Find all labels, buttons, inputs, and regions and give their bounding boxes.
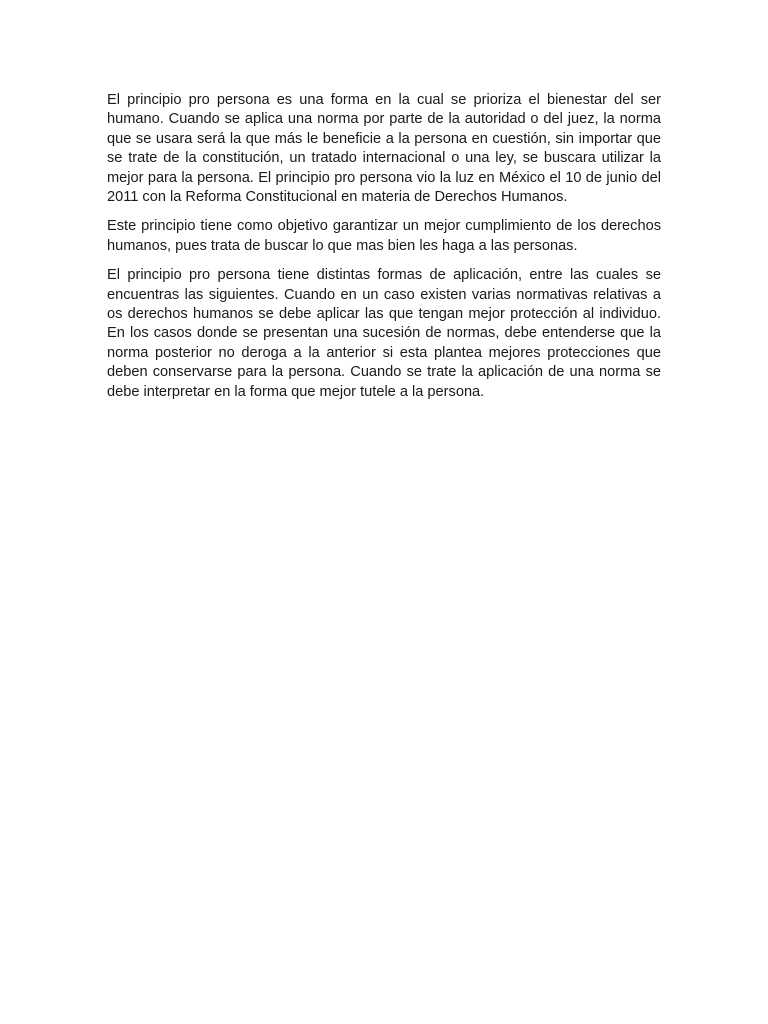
document-body [107, 91, 661, 412]
paragraph-2: Este principio tiene como objetivo garantizar un mejor cumplimiento de los derechos humanos, pues trata de buscar lo que mas bien les haga a las personas. [107, 218, 661, 254]
paragraph-1: El principio pro persona es una forma en la cual se prioriza el bienestar del ser humano. Cuando se aplica una norma por parte de la autoridad o del juez, la norma que se usara será la que más le beneficie a la persona en cuestión, sin importar que se trate de la constitución, un tratado internacional o una ley, se buscara utilizar la mejor para la persona. El principio pro persona vio la luz en México el 10 de junio del 2011 con la Reforma Constitucional en materia de Derechos Humanos. [107, 92, 661, 206]
paragraph-3: El principio pro persona tiene distintas formas de aplicación, entre las cuales se encuentras las siguientes. Cuando en un caso existen varias normativas relativas a os derechos humanos se debe aplicar las que tengan mejor protección al individuo. En los casos donde se presentan una sucesión de normas, debe entenderse que la norma posterior no deroga a la anterior si esta plantea mejores protecciones que deben conservarse para la persona. Cuando se trate la aplicación de una norma se debe interpretar en la forma que mejor tutele a la persona. [107, 267, 661, 400]
